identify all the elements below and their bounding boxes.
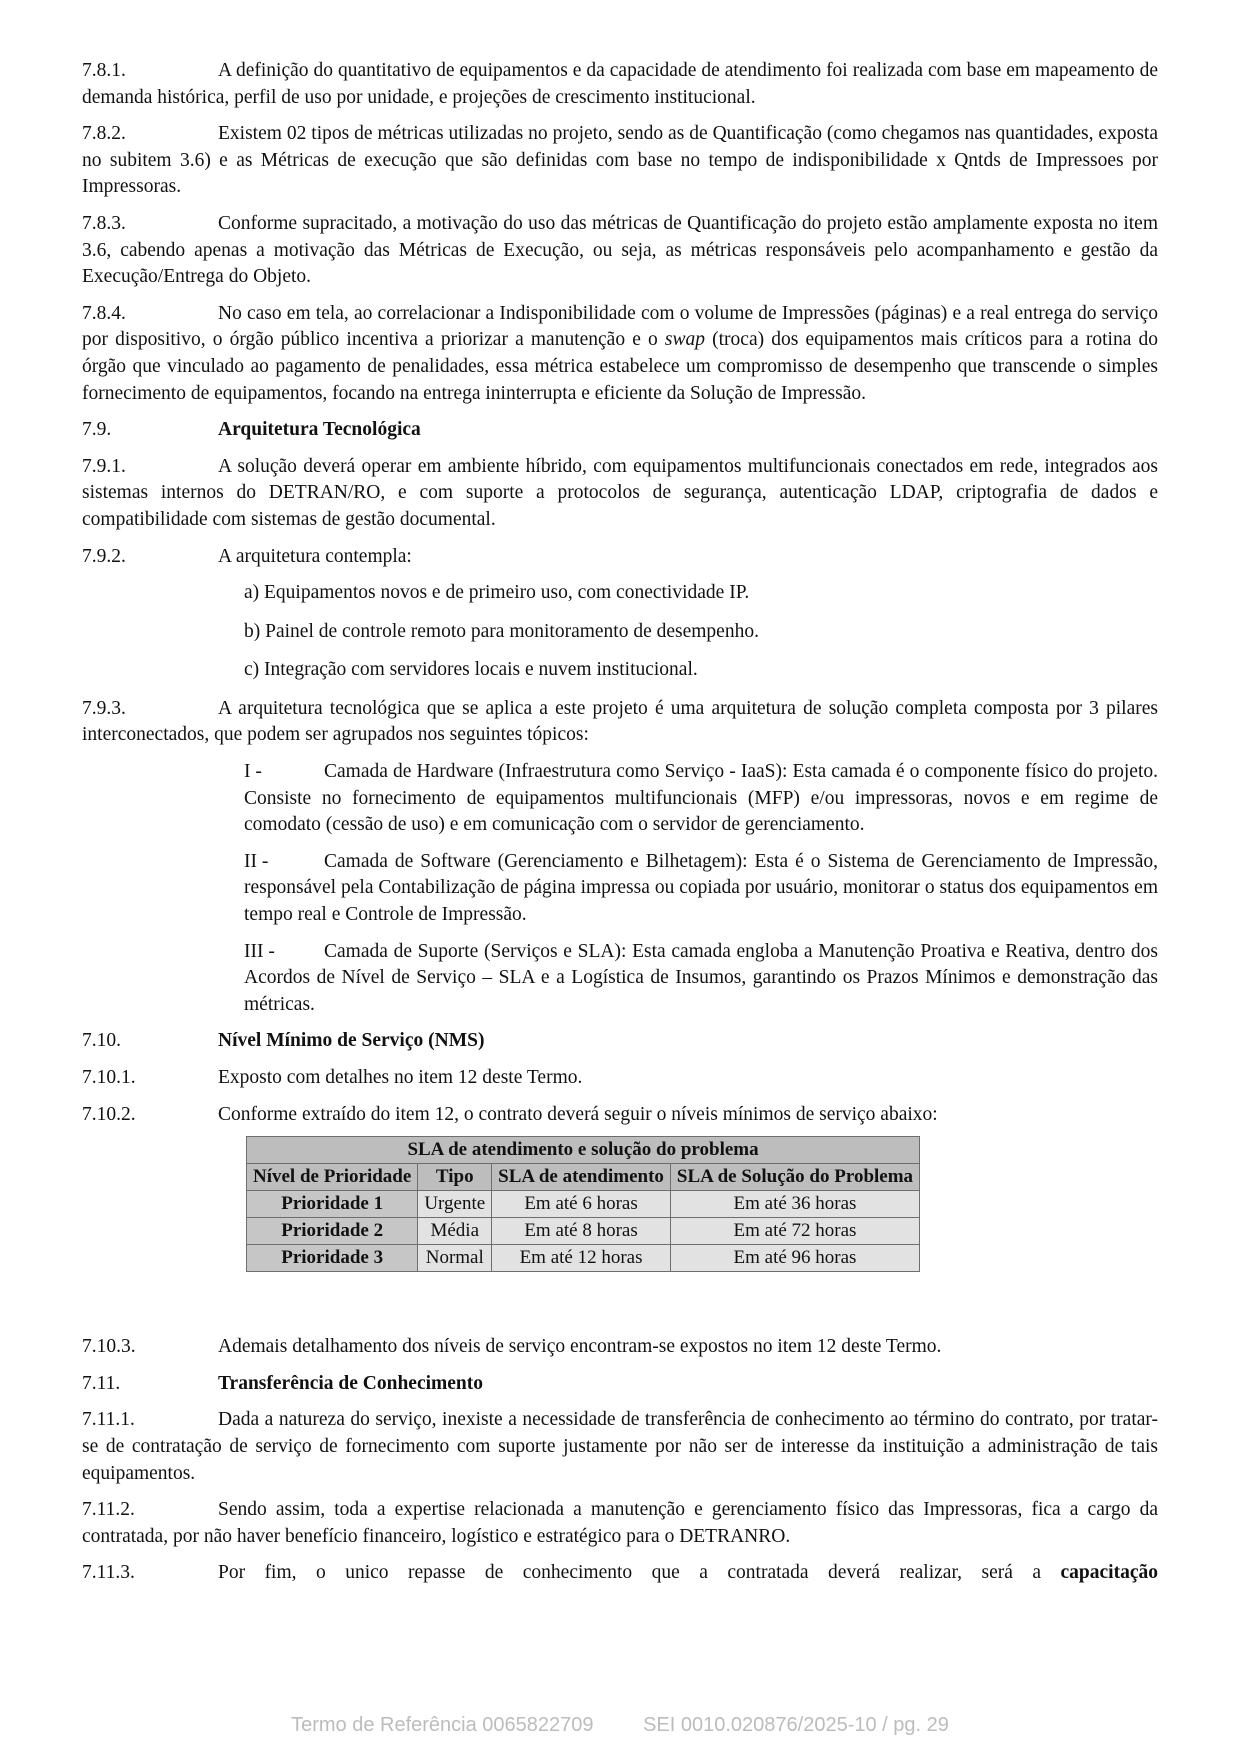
roman-number: III - (244, 940, 275, 962)
sla-table (246, 1136, 920, 1272)
column-header-sla-resolution: SLA de Solução do Problema (670, 1164, 919, 1191)
item-number: 7.8.1. (82, 60, 126, 81)
item-number: 7.9.3. (82, 697, 126, 719)
paragraph-7-9-3: 7.9.3. A arquitetura tecnológica que se aplica a este projeto é uma arquitetura de solução completa composta por 3 pilares interconectados, que podem ser agrupados nos seguintes tópicos: (82, 697, 1158, 746)
item-number: 7.9. (82, 419, 112, 441)
roman-number: I - (244, 761, 262, 783)
item-number: 7.9.2. (82, 545, 126, 567)
item-number: 7.10.3. (82, 1336, 136, 1358)
section-title: Transferência de Conhecimento (218, 1372, 484, 1394)
section-title: Arquitetura Tecnológica (218, 419, 421, 441)
list-item-a: a) Equipamentos novos e de primeiro uso, com conectividade IP. (244, 582, 750, 604)
bold-term: capacitação (1060, 1562, 1158, 1584)
paragraph-7-9-1: 7.9.1. A solução deverá operar em ambiente híbrido, com equipamentos multifuncionais conectados em rede, integrados aos sistemas internos do DETRAN/RO, e com suporte a protocolos de segurança, autenticação LDAP, criptografia de dados e compatibilidade com sistemas de gestão documental. (82, 455, 1158, 530)
sla-table-caption: SLA de atendimento e solução do problema (247, 1137, 920, 1164)
item-number: 7.8.4. (82, 302, 126, 324)
paragraph-7-11-1: 7.11.1. Dada a natureza do serviço, inexiste a necessidade de transferência de conhecimento ao término do contrato, por tratar-se de contratação de serviço de fornecimento com suporte justamente por não ser de interesse da instituição a administração de tais equipamentos. (82, 1409, 1158, 1484)
list-item-c: c) Integração com servidores locais e nuvem institucional. (244, 659, 698, 681)
heading-7-11 (82, 1371, 1158, 1398)
paragraph-7-11-3: 7.11.3. Por fim, o unico repasse de conhecimento que a contratada deverá realizar, será a capacitação (82, 1560, 1158, 1587)
roman-number: II - (244, 850, 269, 872)
swap-term: swap (664, 329, 705, 351)
heading-7-10 (82, 1028, 1158, 1055)
page-footer (0, 1714, 1240, 1737)
paragraph-7-10-2: 7.10.2. Conforme extraído do item 12, o contrato deverá seguir o níveis mínimos de serviço abaixo: (82, 1102, 1158, 1129)
pillar-support: III - Camada de Suporte (Serviços e SLA): Esta camada engloba a Manutenção Proativa e Reativa, dentro dos Acordos de Nível de Serviço – SLA e a Logística de Insumos, garantindo os Prazos Mínimos e demonstração das métricas. (244, 940, 1158, 1015)
item-number: 7.11.1. (82, 1409, 135, 1431)
heading-7-9 (82, 417, 1158, 444)
column-header-sla-response: SLA de atendimento (492, 1164, 671, 1191)
paragraph-7-8-3: 7.8.3. Conforme supracitado, a motivação do uso das métricas de Quantificação do projeto estão amplamente exposta no item 3.6, cabendo apenas a motivação das Métricas de Execução, ou seja, as métricas responsáveis pelo acompanhamento e gestão da Execução/Entrega do Objeto. (82, 212, 1158, 288)
item-number: 7.11.2. (82, 1499, 135, 1521)
table-row: Prioridade 1 Urgente Em até 6 horas Em até 36 horas (247, 1191, 920, 1218)
spacer (82, 1272, 1158, 1334)
paragraph-7-11-2: 7.11.2. Sendo assim, toda a expertise relacionada a manutenção e gerenciamento físico das Impressoras, fica a cargo da contratada, por não haver benefício financeiro, logístico e estratégico para o DETRANRO. (82, 1499, 1158, 1547)
item-number: 7.9.1. (82, 455, 126, 477)
item-number: 7.8.2. (82, 123, 126, 145)
item-number: 7.10. (82, 1030, 121, 1052)
document-page (82, 58, 1158, 1597)
paragraph-7-9-2: 7.9.2. A arquitetura contempla: (82, 544, 1158, 571)
footer-sei-reference: SEI 0010.020876/2025-10 / pg. 29 (643, 1714, 949, 1736)
paragraph-7-10-1: 7.10.1. Exposto com detalhes no item 12 deste Termo. (82, 1065, 1158, 1092)
pillar-software: II - Camada de Software (Gerenciamento e Bilhetagem): Esta é o Sistema de Gerenciamento de Impressão, responsável pela Contabilização de página impressa ou copiada por usuário, monitorar o status dos equipamentos em tempo real e Controle de Impressão. (244, 850, 1158, 926)
table-row: Prioridade 3 Normal Em até 12 horas Em até 96 horas (247, 1245, 920, 1272)
footer-document-reference: Termo de Referência 0065822709 (291, 1714, 594, 1736)
item-number: 7.10.2. (82, 1103, 136, 1125)
paragraph-7-8-1: 7.8.1. A definição do quantitativo de equipamentos e da capacidade de atendimento foi realizada com base em mapeamento de demanda histórica, perfil de uso por unidade, e projeções de crescimento institucional. (82, 60, 1158, 108)
paragraph-7-8-4: 7.8.4. No caso em tela, ao correlacionar a Indisponibilidade com o volume de Impressões (páginas) e a real entrega do serviço por dispositivo, o órgão público incentiva a priorizar a manutenção e o swap (troca) dos equipamentos mais críticos para a rotina do órgão que vinculado ao pagamento de penalidades, essa métrica estabelece um compromisso de desempenho que transcende o simples fornecimento de equipamentos, focando na entrega ininterrupta e eficiente da Solução de Impressão. (82, 302, 1158, 404)
list-item-b: b) Painel de controle remoto para monitoramento de desempenho. (244, 620, 759, 642)
paragraph-7-8-2: 7.8.2. Existem 02 tipos de métricas utilizadas no projeto, sendo as de Quantificação (como chegamos nas quantidades, exposta no subitem 3.6) e as Métricas de execução que são definidas com base no tempo de indisponibilidade x Qntds de Impressoes por Impressoras. (82, 123, 1158, 198)
paragraph-7-10-3: 7.10.3. Ademais detalhamento dos níveis de serviço encontram-se expostos no item 12 deste Termo. (82, 1334, 1158, 1361)
section-title: Nível Mínimo de Serviço (NMS) (218, 1030, 485, 1052)
item-number: 7.10.1. (82, 1067, 136, 1088)
item-number: 7.8.3. (82, 212, 126, 234)
column-header-type: Tipo (418, 1164, 492, 1191)
column-header-priority-level: Nível de Prioridade (247, 1164, 418, 1191)
table-row: Prioridade 2 Média Em até 8 horas Em até 72 horas (247, 1218, 920, 1245)
pillar-hardware: I - Camada de Hardware (Infraestrutura como Serviço - IaaS): Esta camada é o componente físico do projeto. Consiste no fornecimento de equipamentos multifuncionais (MFP) e/ou impressoras, novos e em regime de comodato (cessão de uso) e em comunicação com o servidor de gerenciamento. (244, 761, 1158, 836)
item-number: 7.11.3. (82, 1562, 135, 1584)
item-number: 7.11. (82, 1372, 121, 1394)
